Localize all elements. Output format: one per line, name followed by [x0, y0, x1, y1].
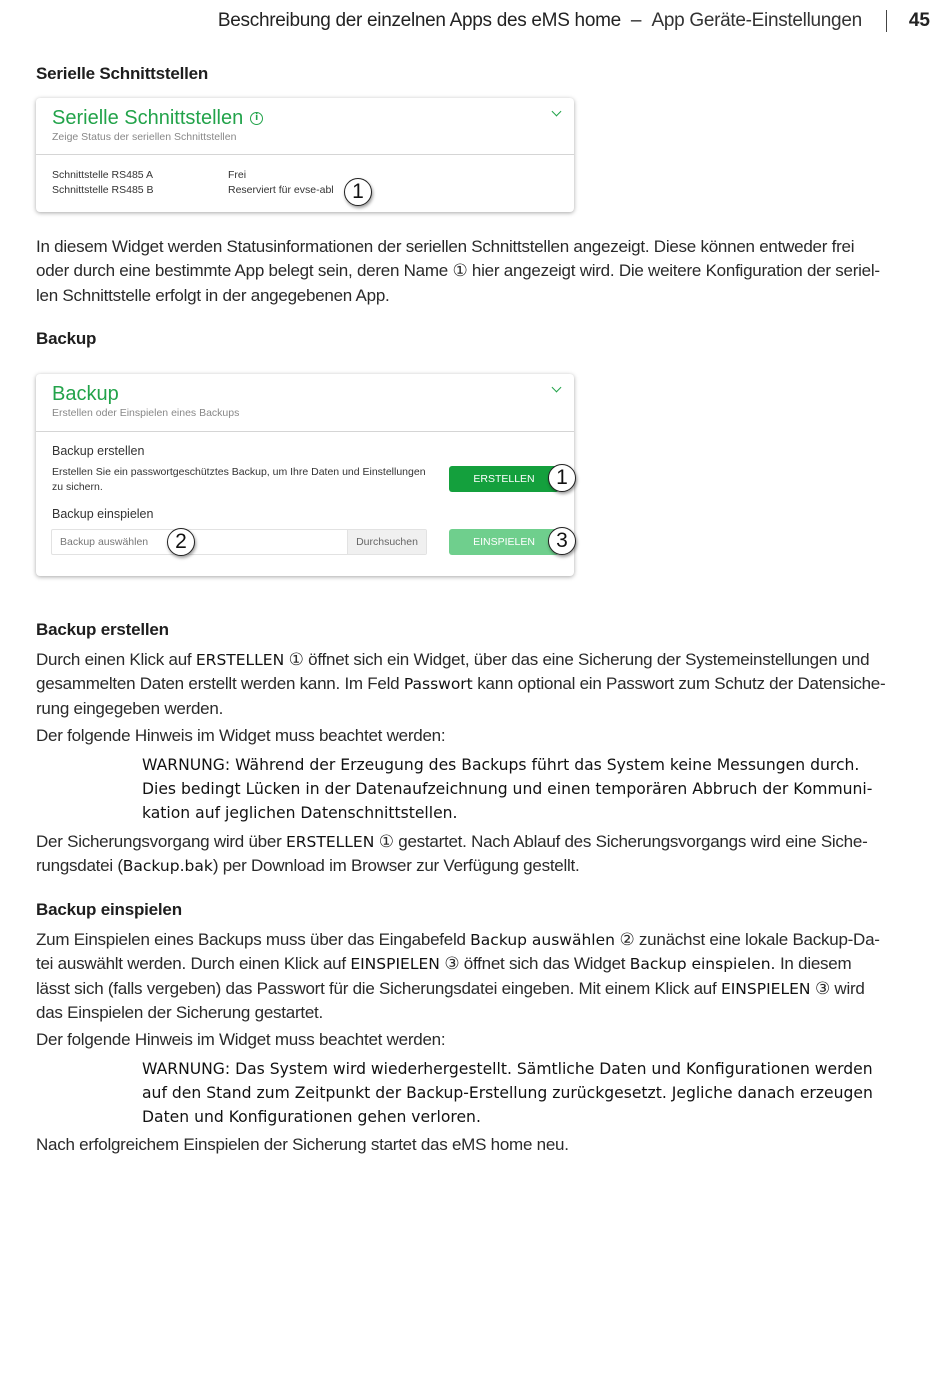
callout-marker: 2 [167, 528, 195, 556]
restore-heading: Backup einspielen [36, 900, 182, 919]
serial-widget-title: Serielle Schnittstellen [52, 107, 244, 129]
callout-marker: 3 [548, 527, 576, 555]
restore-warning: WARNUNG: Das System wird wiederhergestellt. Sämtliche Daten und Konfigurationen werden auf den Stand zum Zeitpunkt der Backup-Erstellung zurückgesetzt. Jegliche danach erzeugen Daten und Konfigurationen gehen verloren. [142, 1060, 873, 1126]
create-note-intro: Der folgende Hinweis im Widget muss beachtet werden: [36, 726, 446, 745]
backup-widget-subtitle: Erstellen oder Einspielen eines Backups [52, 407, 240, 419]
serial-widget [36, 98, 574, 212]
create-heading: Backup erstellen [36, 620, 169, 639]
serial-widget-header[interactable] [36, 98, 574, 155]
section-title: App Geräte-Einstellungen [651, 10, 862, 31]
create-warning: WARNUNG: Während der Erzeugung des Backups führt das System keine Messungen durch. Dies bedingt Lücken in der Datenaufzeichnung und einen temporären Abbruch der Kommunikation auf jeglichen Datenschnittstellen. [142, 756, 873, 822]
chapter-title: Beschreibung der einzelnen Apps des eMS home [217, 10, 621, 31]
backup-widget [36, 374, 574, 576]
create-description: Erstellen Sie ein passwortgeschütztes Backup, um Ihre Daten und Einstellungen [52, 466, 426, 478]
create-label: Backup erstellen [52, 444, 145, 458]
callout-marker: 1 [344, 178, 372, 206]
browse-button[interactable]: Durchsuchen [347, 530, 426, 554]
restore-note-intro: Der folgende Hinweis im Widget muss beachtet werden: [36, 1030, 446, 1049]
page-number: 45 [908, 10, 930, 31]
info-icon[interactable]: i [250, 112, 263, 125]
interface-name: Schnittstelle RS485 A [52, 169, 153, 181]
restore-paragraph: Zum Einspielen eines Backups muss über das Eingabefeld Backup auswählen ② zunächst eine lokale Backup-Datei auswählt werden. Durch einen Klick auf EINSPIELEN ③ öffnet sich das Widget Backup einspielen. In diesem lässt sich (falls vergeben) das Passwort für die Sicherungsdatei eingeben. Mit einem Klick auf EINSPIELEN ③ wird das Einspielen der Sicherung gestartet. [36, 930, 880, 1022]
backup-widget-title: Backup [52, 383, 119, 405]
interface-status: Reserviert für evse-abl [228, 184, 334, 196]
create-paragraph: Durch einen Klick auf ERSTELLEN ① öffnet sich ein Widget, über das eine Sicherung der Systemeinstellungen und gesammelten Daten erstellt werden kann. Im Feld Passwort kann optional ein Passwort zum Schutz der Datensicherung eingegeben werden. [36, 650, 886, 718]
restore-backup-button[interactable]: EINSPIELEN [449, 529, 559, 555]
restore-final-paragraph: Nach erfolgreichem Einspielen der Sicherung startet das eMS home neu. [36, 1135, 569, 1154]
header-dash: – [630, 10, 642, 31]
backup-file-input[interactable] [51, 529, 427, 555]
create-description-cont: zu sichern. [52, 481, 103, 493]
interface-status: Frei [228, 169, 247, 181]
create-result-paragraph: Der Sicherungsvorgang wird über ERSTELLEN ① gestartet. Nach Ablauf des Sicherungsvorgangs wird eine Sicherungsdatei (Backup.bak) per Download im Browser zur Verfügung gestellt. [36, 832, 868, 876]
serial-heading: Serielle Schnittstellen [36, 64, 209, 83]
restore-label: Backup einspielen [52, 507, 154, 521]
serial-widget-subtitle: Zeige Status der seriellen Schnittstellen [52, 131, 237, 143]
page-header [0, 6, 930, 36]
file-input-placeholder: Backup auswählen [60, 536, 149, 548]
backup-heading: Backup [36, 329, 97, 348]
callout-marker: 1 [548, 464, 576, 492]
serial-description: In diesem Widget werden Statusinformationen der seriellen Schnittstellen angezeigt. Diese können entweder frei oder durch eine bestimmte App belegt sein, deren Name ① hier angezeigt wird. Die weitere Konfiguration der seriellen Schnittstelle erfolgt in der angegebenen App. [36, 237, 881, 305]
create-backup-button[interactable]: ERSTELLEN [449, 466, 559, 492]
interface-name: Schnittstelle RS485 B [52, 184, 154, 196]
header-separator [886, 10, 887, 32]
backup-widget-header[interactable] [36, 374, 574, 432]
